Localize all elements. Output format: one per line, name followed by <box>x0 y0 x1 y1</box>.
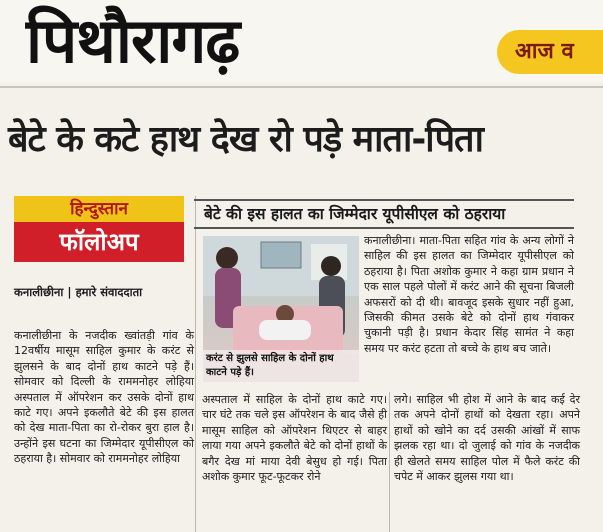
brand-box <box>14 196 184 262</box>
sub-headline: बेटे की इस हालत का जिम्मेदार यूपीसीएल को ठहराया <box>204 205 506 223</box>
column-divider <box>389 392 390 532</box>
brand-series: फॉलोअप <box>14 222 184 262</box>
story-column-3: लगे। साहिल भी होश में आने के बाद कई देर तक अपने दोनों हाथों को देखता रहा। अपने हाथों को खोने का दर्द उसकी आंखों में साफ झलक रहा था। दो जुलाई को गांव के नजदीक ही खेलते समय साहिल पोल में फैले करंट की चपेट में आकर झुलस गया था। <box>394 393 580 484</box>
byline <box>14 285 184 300</box>
photo-caption: करंट से झुलसे साहिल के दोनों हाथ काटने पड़े हैं। <box>203 350 359 382</box>
byline-separator: | <box>67 285 72 299</box>
brand-name: हिन्दुस्तान <box>14 196 184 222</box>
sidebar-story-text: कनालीछीना। माता-पिता सहित गांव के अन्य लोगों ने साहिल की इस हालत का जिम्मेदार यूपीसीएल को ठहराया है। पिता अशोक कुमार ने कहा ग्राम प्रधान ने एक साल पहले पोलों में करंट आने की सूचना बिजली अफसरों को दी थी। बावजूद इसके सुधार नहीं हुआ, जिसकी कीमत उसके बेटे को दोनों हाथ गंवाकर चुकानी पड़ी है। प्रधान केदार सिंह सामंत ने कहा समय पर करंट हटता तो बच्चे के हाथ बच जाते। <box>364 234 574 355</box>
masthead <box>0 0 603 82</box>
story-column-1: कनालीछीना के नजदीक ख्वांतड़ी गांव के 12वर्षीय मासूम साहिल कुमार के करंट से झुलसने के बाद दोनों हाथ काटने पड़े हैं। सोमवार को दिल्ली के राममनोहर लोहिया अस्पताल में ऑपरेशन कर उसके दोनों हाथ काटे गए। अपने इकलौते बेटे की इस हालत को देख माता-पिता का रो-रोकर बुरा हाल है। उन्होंने इस घटना का जिम्मेदार यूपीसीएल को ठहराया है। सोमवार को राममनोहर लोहिया <box>14 329 194 466</box>
main-headline: बेटे के कटे हाथ देख रो पड़े माता-पिता <box>8 119 483 160</box>
masthead-divider <box>0 86 603 88</box>
byline-place: कनालीछीना <box>14 285 64 299</box>
section-badge: आज व <box>497 30 603 74</box>
city-title: पिथौरागढ़ <box>26 4 240 77</box>
column-divider <box>195 392 196 532</box>
story-column-2: अस्पताल में साहिल के दोनों हाथ काटे गए। चार घंटे तक चले इस ऑपरेशन के बाद जैसे ही मासूम साहिल को ऑपरेशन थिएटर से बाहर लाया गया अपने इकलौते बेटे को दोनों हाथों के बगैर देख मां माया देवी बेसुध हो गई। पिता अशोक कुमार फूट-फूटकर रोने <box>202 393 387 484</box>
byline-reporter: हमारे संवाददाता <box>75 285 143 299</box>
